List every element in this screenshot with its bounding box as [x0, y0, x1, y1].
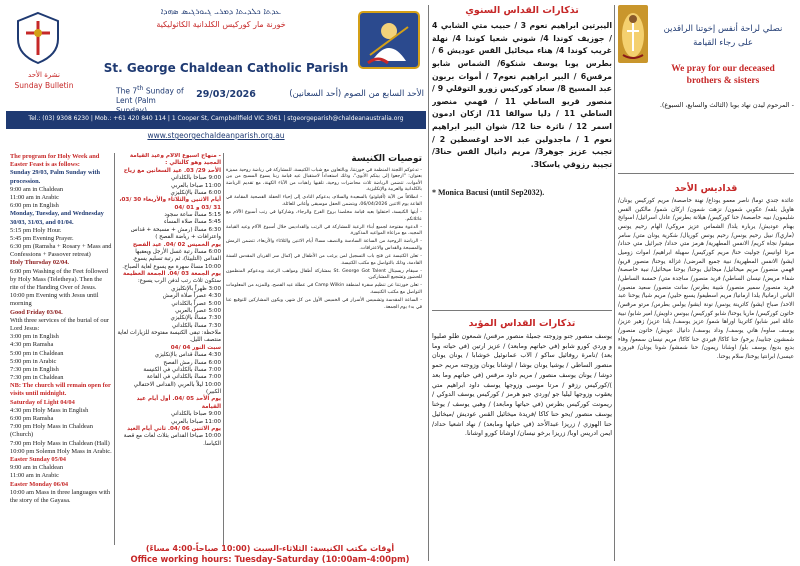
schedule-line-ar: 10:00 ليلاً بالعربي (القداس الاحتفالي الكبير) — [133, 381, 221, 395]
schedule-line-ar: يوم الاثنين 06 /04. ثاني أيام العيد — [127, 425, 221, 432]
schedule-line-ar: 11:00 صباحا بالعربي — [171, 418, 221, 425]
schedule-line: Holy Thursday 02/04. — [10, 259, 70, 267]
section-divider — [618, 173, 794, 174]
schedule-line-ar: 5:00 عصراً بالعربي — [175, 307, 221, 314]
schedule-line-ar: الأحد 29/ 03. عيد السعانين مع زياح — [123, 167, 221, 174]
schedule-line: 5:45 pm Evening Prayer. — [10, 234, 74, 242]
schedule-line-ar: 3:00 ظهراً بالإنكليزي — [171, 285, 221, 292]
recommendation-item: - تعلن الكنيسة عن فتح باب التسجيل لمن يرغب من الأطفال في إكمال سر القربان المقدس للسنة القادمة، وذلك بالتواصل مع مكتب الكنيسة. — [226, 254, 422, 266]
schedule-line-ar: 6:00 مساءً رمش الفصح — [163, 359, 221, 366]
sunday-masses-intentions: عائدة جندي توما/ ناصر معمو يوداع/ نهنة خاصصة/ مريم كوركيس يونان/ هاويل بلقه/ عكوبي شمون/ نزهت شمون/ اركان شمو/ مالكين القس شليمون/ نبيه خاصصة/ حنا كوركيس/ هيلانة بطرس/ عادل اسرائيل/ اسوانخ بهنام عوديش/ يربارة يلدا/ الشماس عزيز مروكي/ الهام رحيم يونس (ماري)/ نبيل رحيم يونس/ رحيم يونس كوريال/ شكرية يونان متي/ سامر ميشو/ نجاة كريم/ الانفس المطهرية/ هرمز متي حداد/ جبرائيل متي حداد/ مرتا اوانيس/ جوليت حنا/ مريم كوركيس/ سهيلة ابراهيم/ اموات زوميل ايشو/ الانفس المطهرية/ نبية جميع المرضى/ غزالة يوحنا/ منصور قريو/ قهمي منصور/ مريم ميخائيل/ ميخائيل يوحنا/ يوحنا ميخائيل/ نبية خاصصة/ شفاء مريض/ نيسان الساطي/ فريد منصور/ ساجدة متي/ خمسة الساطي/ فريد منصور/ سمير منصور/ شيبة بطرس/ سانت منصور/ سعيد منصور/ الياس ارمانيا/ يلدا ارمانيا/ مريم اسطيفو/ يسبع حليي/ مريم شيا/ يوحنا عبد الاحد/ صباح ايشو/ كاترينة يونس/ نونة ايشو/ يولس بطرس/ مرتو مرقس/ خاتون كوركيس/ ماريا يوحنا/ شابو كوركيس/ بيونس داويش/ امير شابو/ نبية عائلة امير شابو/ كاترينا اوراها شمو/ عزيز يوسف/ يلدا عزيز/ زهير عزيز/ يوسف ساوه/ هاني يوسف/ وداد يوسف/ دانيال عويش/ خاتون منصور/ شمشون جنابيد/ يرخو/ حنا كاكا/ فيردي حنا كاكا/ مريم نيسان سمعو/ وفاء بديع بديع/ يوسف بلو/ اوشانا ريمون/ حنا شمشو/ شونا يونان/ فيروزة عيسى/ ابرانتيا يوخنا/ سلام يوحنا. — [618, 198, 794, 360]
schedule-line: Good Friday 03/04. — [10, 308, 63, 316]
schedule-line-ar: 5:15 مساءً ساعة سجود — [164, 212, 221, 218]
schedule-line: 11:00 am in Arabic — [10, 472, 59, 480]
schedule-line-ar: 7:00 مساءً بالكلداني في القاعة — [146, 374, 221, 381]
schedule-line: 7:00 pm Holy Mass in Chaldean (Church) — [10, 423, 93, 439]
syriac-title: ܥܕܬܐ ܟܠܕܝܬܐ ܕܡܪܝ ܓܝܘܪܓܝܣ ܣܗܕܐ — [160, 7, 282, 17]
schedule-line: Saturday of Light 04/04 — [10, 398, 75, 406]
schedule-line: 6:00 pm Ramsha — [10, 415, 54, 422]
bulletin-date: 29/03/2026 — [196, 89, 256, 100]
deceased-entry: - المرحوم ليدن نهاد بوبا (الثالث والسابع، السبوع). — [659, 101, 794, 109]
annual-mass-note: * Monica Bacusi (until Sep2032). — [432, 187, 545, 197]
perpetual-mass-memorials — [432, 318, 612, 564]
schedule-line: 10:00 pm Evening with Jesus until morning — [10, 292, 99, 308]
schedule-line: 3:00 pm in English — [10, 333, 59, 341]
bulletin-label — [14, 71, 74, 91]
schedule-line-ar: 9:00 صباحا بالكلداني — [170, 175, 221, 182]
recommendation-item: - سيقام ريسيتال St. George Got Talent بمشاركة أطفال ومواهب الرعية، ويدعوكم المنظمون للحضور وتشجيع المشاركين. — [226, 268, 422, 281]
schedule-line: Sunday 29/03, Palm Sunday with procession. — [10, 169, 101, 185]
parish-name: St. George Chaldean Catholic Parish — [103, 61, 349, 75]
schedule-line: Easter Sunday 05/04 — [10, 455, 66, 463]
schedule-line-ar: 6:00 مساءً رتبة غسل الأرجل ويعقبها القداس (التلييثا)، ثم رتبة تسليم يسوع. — [132, 248, 221, 263]
section-divider — [432, 310, 612, 311]
column-divider — [614, 5, 615, 561]
arabic-parish-name: خورنة مار كوركيس الكلدانية الكاثوليكية — [156, 20, 286, 29]
schedule-line: Monday, Tuesday, and Wednesday — [10, 210, 104, 218]
perpetual-mass-names: يوسف منصور جنو وزوجته جميلة منصور مرقس/ شمعون طلو صليوا و وردي كورو شابو (في حياتهم ومابعد) / عزيز ارتين (في حياته وما بعد) /نامرة روفائيل ساكو / الاب عمانوئيل خوشابا / يونان يونان منصور الساطي / يوشيا يونان بوشا / اوشانا يونان وزوجته مريم حمو دوشا / يونان يوسف منصور / مريم داود مرقس (في حياتهم وما بعد )/كوركيس رزقو / مرتا موسى وزوجها يوسف داود ابراهيم متي يعقوب وزوجها ليليا جو /وردي جبو هرمز / كوركيس يوسف الدوكي / ريمونت كوركيس بطرس (في حياتها ومابعد) / وهبي يوسف / يوخنا يوسف منصور /بحو حنا كاكا /فريدة ميخائيل القس عوديش /ميخائيل حنا الهوزي / زريزا عبدالأحد (في حياتها ومابعد) / نهاد اشعيا حداد/ ايمن ادريس اوبا/ زريزا برخو نيسان/ اوشانا كورو اوشانا. — [432, 332, 612, 438]
sunday-title-en: The 7th Sunday of Lent (Palm — [116, 85, 184, 106]
schedule-line-ar: - منهاج أسبوع الآلام وعيد القيامة المجيد وهو كالتالي : — [129, 153, 221, 167]
recommendation-item: - الساعة المقدسة وتشميس الأسرار في الخميس الأول من كل شهر، ويكون المشاركين للتوقيع عنا في بدء يوم الجمعة. — [226, 298, 422, 310]
recommendation-item: - الدعوة مفتوحة لجميع أبناء الرعية للمشاركة في الرتب والقداديس خلال أسبوع الآلام وعيد القيامة المجيد، مع مراعاة المواعيد المذكورة. — [226, 224, 422, 237]
schedule-line: With three services of the burial of our Lord Jesus: — [10, 316, 109, 332]
office-hours-en: Office working hours: Tuesday-Saturday (10:00am-4:00pm) — [130, 554, 410, 564]
schedule-line: 5:00 pm in Arabic — [10, 357, 57, 365]
schedule-line: Easter Monday 06/04 — [10, 480, 69, 488]
perpetual-mass-heading: تذكارات القداس المؤبد — [468, 318, 576, 329]
schedule-line: 9:00 am in Chaldean — [10, 185, 64, 193]
recommendations-heading: توصيات الكنيسة — [351, 154, 422, 164]
recommendation-item: - الرياضة الروحية من الساعة السادسة والنصف مساءً أيام الاثنين والثلاثاء والأربعاء، تتضمن الرمش والمسبحة والقداس والاعترافات. — [226, 239, 422, 251]
schedule-line: 7:00 pm Holy Mass in Chaldean (Hall) — [10, 439, 110, 447]
prayer-text-en: We pray for our deceased brothers & sisters — [671, 64, 775, 87]
schedule-line-ar: 5:00 عصراً بالكلداني — [171, 300, 221, 307]
schedule-line: 4:30 pm Ramsha — [10, 341, 54, 349]
schedule-line-ar: ملاحظة: تبقى الكنيسة مفتوحة للزيارات لغاية منتصف الليل. — [117, 330, 221, 344]
annual-mass-heading: تذكارات القداس السنوي — [465, 5, 579, 16]
sunday-title-ar: الأحد السابع من الصوم (أحد السعانين) — [289, 89, 424, 99]
schedule-line: 6:00 pm in English — [10, 202, 59, 210]
saint-george-icon — [358, 11, 420, 69]
recommendation-item: - أيتها الكنيسة، احتفلوا بعيد قيامة مخلصنا بروح الفرح والرجاء، وشاركوا في رتب أسبوع الآلام مع عائلاتكم. — [226, 210, 422, 222]
schedule-line: 4:30 pm Holy Mass in English — [10, 406, 89, 414]
church-crest-icon — [14, 11, 62, 65]
schedule-line: 30/03, 31/03, and 01/04. — [10, 218, 74, 226]
schedule-line-ar: 11:00 صباحا بالعربي — [171, 182, 221, 189]
recommendation-item: - انطلاقاً من الآية (أفيلوثو) بالسعيدة والسلام، يدعوكم النادي إلى إحياء الحفلة الفصحية المقامة في القاعة يوم الاثنين 06/04/2026، ويتضمن الحفل موسيقى وأغاني للعائلة. — [226, 195, 422, 207]
schedule-line-ar: ستكون ثلاث رتب لدفن الرب يسوع: — [137, 278, 221, 285]
recommendations-body — [226, 168, 422, 312]
schedule-line-ar: 10:00 مساءً سهرة مع يسوع لغاية الصباح. — [122, 263, 221, 270]
recommendation-item: - تعلن خورنتنا عن تنظيم سفرة لمنطقة Camp Wilkin في عطلة عيد الفصح، وللمزيد من المعلومات التواصل مع مكتب الكنيسة. — [226, 283, 422, 295]
schedule-line: NB: The church will remain open for visits until midnight. — [10, 382, 111, 398]
schedule-line: 10:00 pm Solemn Holy Mass in Arabic. — [10, 447, 112, 455]
schedule-line: The program for Holy Week and Easter Feast is as follows: — [10, 153, 100, 169]
schedule-line-ar: 10:00 صباحا القداس بثلاث لغات مع قصة الكياسا. — [123, 433, 221, 447]
header-banner — [6, 5, 426, 113]
schedule-line: 7:30 pm in English — [10, 365, 59, 373]
schedule-line: 5:15 pm Holy Hour. — [10, 226, 62, 234]
schedule-line-ar: يوم الخميس 02 /04. عيد الفصح — [132, 241, 221, 248]
annual-mass-memorials — [432, 5, 612, 305]
schedule-line-ar: 6:30 مساءً (رمش + مسبحة + قداس واعترافات + رياضة الفصح ) — [130, 226, 221, 241]
website-link[interactable]: www.stgeorgechaldeanparish.org.au — [147, 131, 285, 140]
contact-bar: Tel.: (03) 9308 6230 | Mob.: +61 420 840 114 | 1 Cooper St, Campbellfield VIC 3061 | stgeorgeparish@chaldeanaustralia.org — [6, 111, 426, 129]
column-divider — [223, 153, 224, 545]
schedule-line-ar: يوم الأحد 05 /04. أول أيام عيد القيامة — [136, 396, 221, 410]
schedule-line: 5:00 pm in Chaldean — [10, 349, 64, 357]
resurrection-icon — [618, 5, 648, 63]
schedule-line-ar: 5:45 مساءً صلاة المساء — [163, 219, 221, 226]
schedule-line-ar: 4:30 عصراً صلاة الرمش — [162, 293, 221, 300]
arabic-schedule — [117, 153, 221, 566]
bulletin-header — [6, 5, 426, 153]
schedule-line: 7:30 pm in Chaldean — [10, 374, 64, 382]
office-hours — [118, 544, 422, 564]
schedule-line-ar: سبت النور 04 /04 — [170, 344, 221, 351]
column-divider — [114, 153, 115, 545]
prayer-text-ar: نصلي لراحة أنفس إخوتنا الراقدين على رجاء القيامة — [663, 24, 783, 48]
sunday-masses-heading: قداديس الأحد — [674, 183, 738, 194]
church-recommendations — [226, 153, 422, 545]
schedule-line-ar: يوم الجمعة 03 /04. الجمعة العظيمة — [123, 271, 221, 277]
schedule-line: 6:00 pm Washing of the Feet followed by Holy Mass (Teletheya). Then the rite of the Handing Over of Jesus. — [10, 267, 109, 291]
schedule-line: 10:00 am Mass in three languages with the story of the Gayasa. — [10, 488, 111, 504]
schedule-line-ar: 7:00 مساءً بالكلداني في الكنيسة — [143, 366, 221, 373]
schedule-line: 9:00 am in Chaldean — [10, 464, 64, 472]
schedule-line-ar: 9:00 صباحا بالكلداني — [170, 411, 221, 418]
bulletin-label-ar: نشرة الأحد — [28, 71, 60, 79]
schedule-line-ar: أيام الاثنين والثلاثاء والأربعاء 30 /03، 31 /03 و 01 /04 — [119, 197, 221, 211]
annual-mass-names: اليبرتين ابراهيم نعوم 3 / حبيب متي الشابي 4 / جوزيف كوندا 4/ شوني شعيا كوندا 4/ نهلة غريب كوندا 4/ هناء ميخائيل القس عوديش 6 / بطرس يوبا يوسف شنكو6/ الشماس شابو مرقس6 / البير ابراهيم نعوم7 / أموات بربون عبد المسيح 8/ سعاد كوركيس زورو التوقلي 9 / منصور قريو الساطي 11 / فهمي منصور الساطي 11 / دليا سوالقا 11/ ازكان ادمون اسمر 12 / ناثرة حنا 12/ شوان البير ابراهيم نعوم 1 / ماجدولين عبد الاحد اوغسطين 2 / تجيب عزيز جوهر3/ مريم دانيال القس حنا3/ تجيبة رزوقي ياسكا3. — [432, 21, 612, 169]
prayer-column — [618, 5, 794, 561]
schedule-line: 6:30 pm (Ramsha + Rosary + Mass and Confessions + Passover retreat) — [10, 243, 112, 259]
schedule-line-ar: 7:30 مساءً بالكلداني — [171, 322, 221, 329]
schedule-line-ar: 6:00 مساءً بالإنكليزي — [170, 189, 221, 196]
schedule-line-ar: 7:30 مساءً بالإنكليزي — [170, 315, 221, 322]
schedule-line: 11:00 am in Arabic — [10, 193, 59, 201]
schedule-line-ar: 4:30 مساءً قداس بالإنكليزي — [154, 352, 221, 359]
bulletin-label-en: Sunday Bulletin — [14, 80, 74, 90]
recommendation-item: - تدعوكم اللجنة المنظمة في خورنتنا، وبالتعاون مع شباب الكنيسة، للمشاركة في رياضة روحية مميزة بعنوان: "ارجعوا إلى بيتكم الأبوي"، وذلك استعداداً لاستقبال عيد قيامة ربنا يسوع المسيح من بين الأموات. تتضمن الرياضة ثلاث محاضرات روحية، تلقيها راهبات من الآباء الكهنة، مع تقديم الرياضة بالكلدانية والعربية والإنكليزية. — [226, 167, 422, 193]
column-divider — [428, 5, 429, 561]
english-schedule — [10, 153, 112, 566]
office-hours-ar: أوقات مكتب الكنيسة: الثلاثاء-السبت (10:00 صباحاً-4:00 مساءً) — [145, 544, 395, 553]
